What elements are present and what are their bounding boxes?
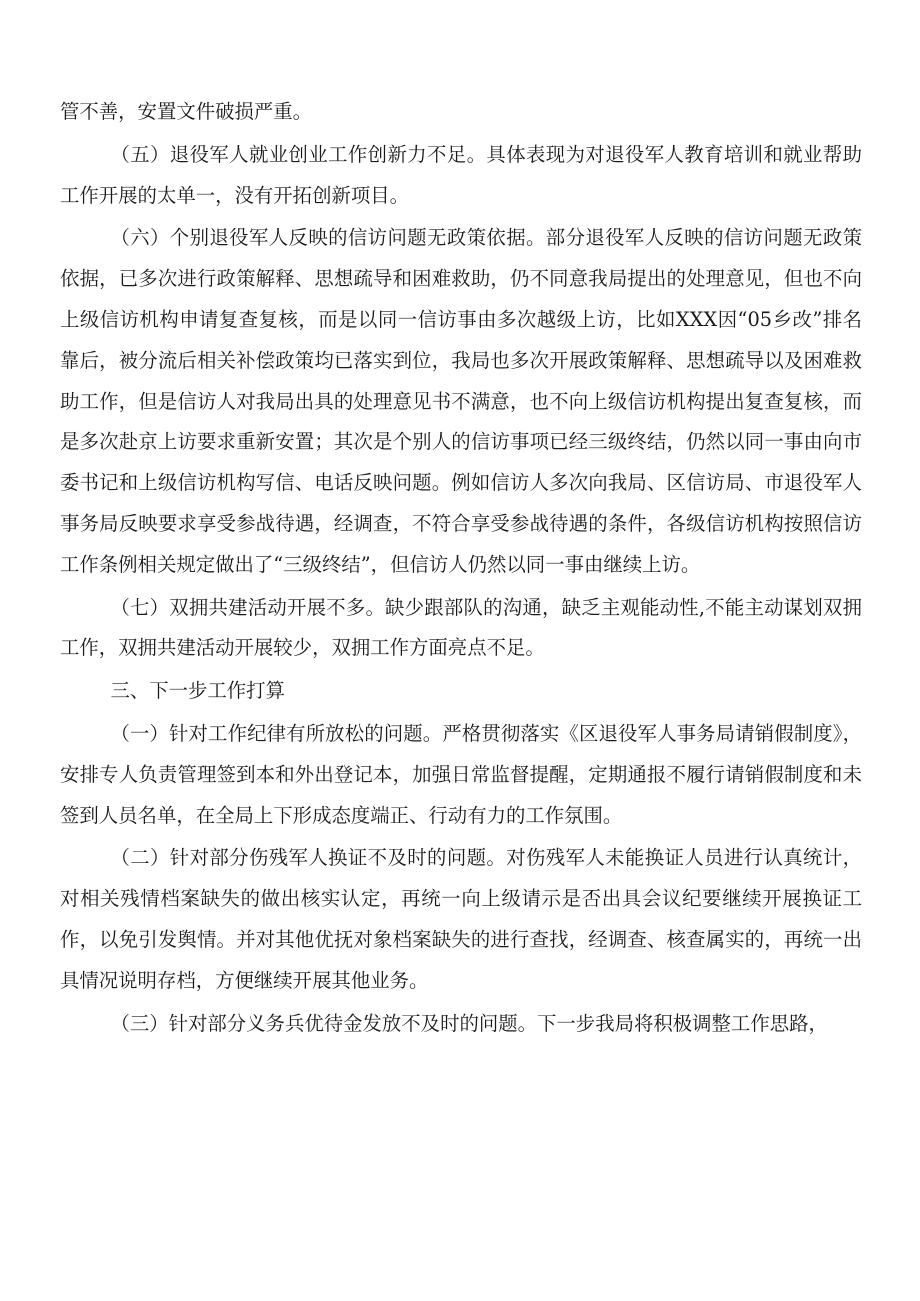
paragraph-continuation: 管不善，安置文件破损严重。 (60, 100, 313, 123)
section-heading-next-steps: 三、下一步工作打算 (110, 679, 285, 703)
document-body (60, 92, 862, 1046)
paragraph-item-7: （七）双拥共建活动开展不多。缺少跟部队的沟通，缺乏主观能动性,不能主动谋划双拥工作，双拥共建活动开展较少，双拥工作方面亮点不足。 (60, 595, 862, 660)
paragraph-plan-3: （三）针对部分义务兵优待金发放不及时的问题。下一步我局将积极调整工作思路， (110, 1011, 828, 1035)
paragraph-plan-2: （二）针对部分伤残军人换证不及时的问题。对伤残军人未能换证人员进行认真统计，对相关残情档案缺失的做出核实认定，再统一向上级请示是否出具会议纪要继续开展换证工作，以免引发舆情。并对其他优抚对象档案缺失的进行查找，经调查、核查属实的，再统一出具情况说明存档，方便继续开展其他业务。 (60, 846, 862, 992)
paragraph-item-6: （六）个别退役军人反映的信访问题无政策依据。部分退役军人反映的信访问题无政策依据，已多次进行政策解释、思想疏导和困难救助，仍不同意我局提出的处理意见，但也不向上级信访机构申请复查复核，而是以同一信访事由多次越级上访，比如XXX因“05乡改”排名靠后，被分流后相关补偿政策均已落实到位，我局也多次开展政策解释、思想疏导以及困难救助工作，但是信访人对我局出具的处理意见书不满意，也不向上级信访机构提出复查复核，而是多次赴京上访要求重新安置；其次是个别人的信访事项已经三级终结，仍然以同一事由向市委书记和上级信访机构写信、电话反映问题。例如信访人多次向我局、区信访局、市退役军人事务局反映要求享受参战待遇，经调查，不符合享受参战待遇的条件，各级信访机构按照信访工作条例相关规定做出了“三级终结”，但信访人仍然以同一事由继续上访。 (60, 226, 862, 576)
paragraph-item-5: （五）退役军人就业创业工作创新力不足。具体表现为对退役军人教育培训和就业帮助工作开展的太单一，没有开拓创新项目。 (60, 142, 862, 207)
paragraph-plan-1: （一）针对工作纪律有所放松的问题。严格贯彻落实《区退役军人事务局请销假制度》，安排专人负责管理签到本和外出登记本，加强日常监督提醒，定期通报不履行请销假制度和未签到人员名单，在全局上下形成态度端正、行动有力的工作氛围。 (60, 721, 862, 827)
